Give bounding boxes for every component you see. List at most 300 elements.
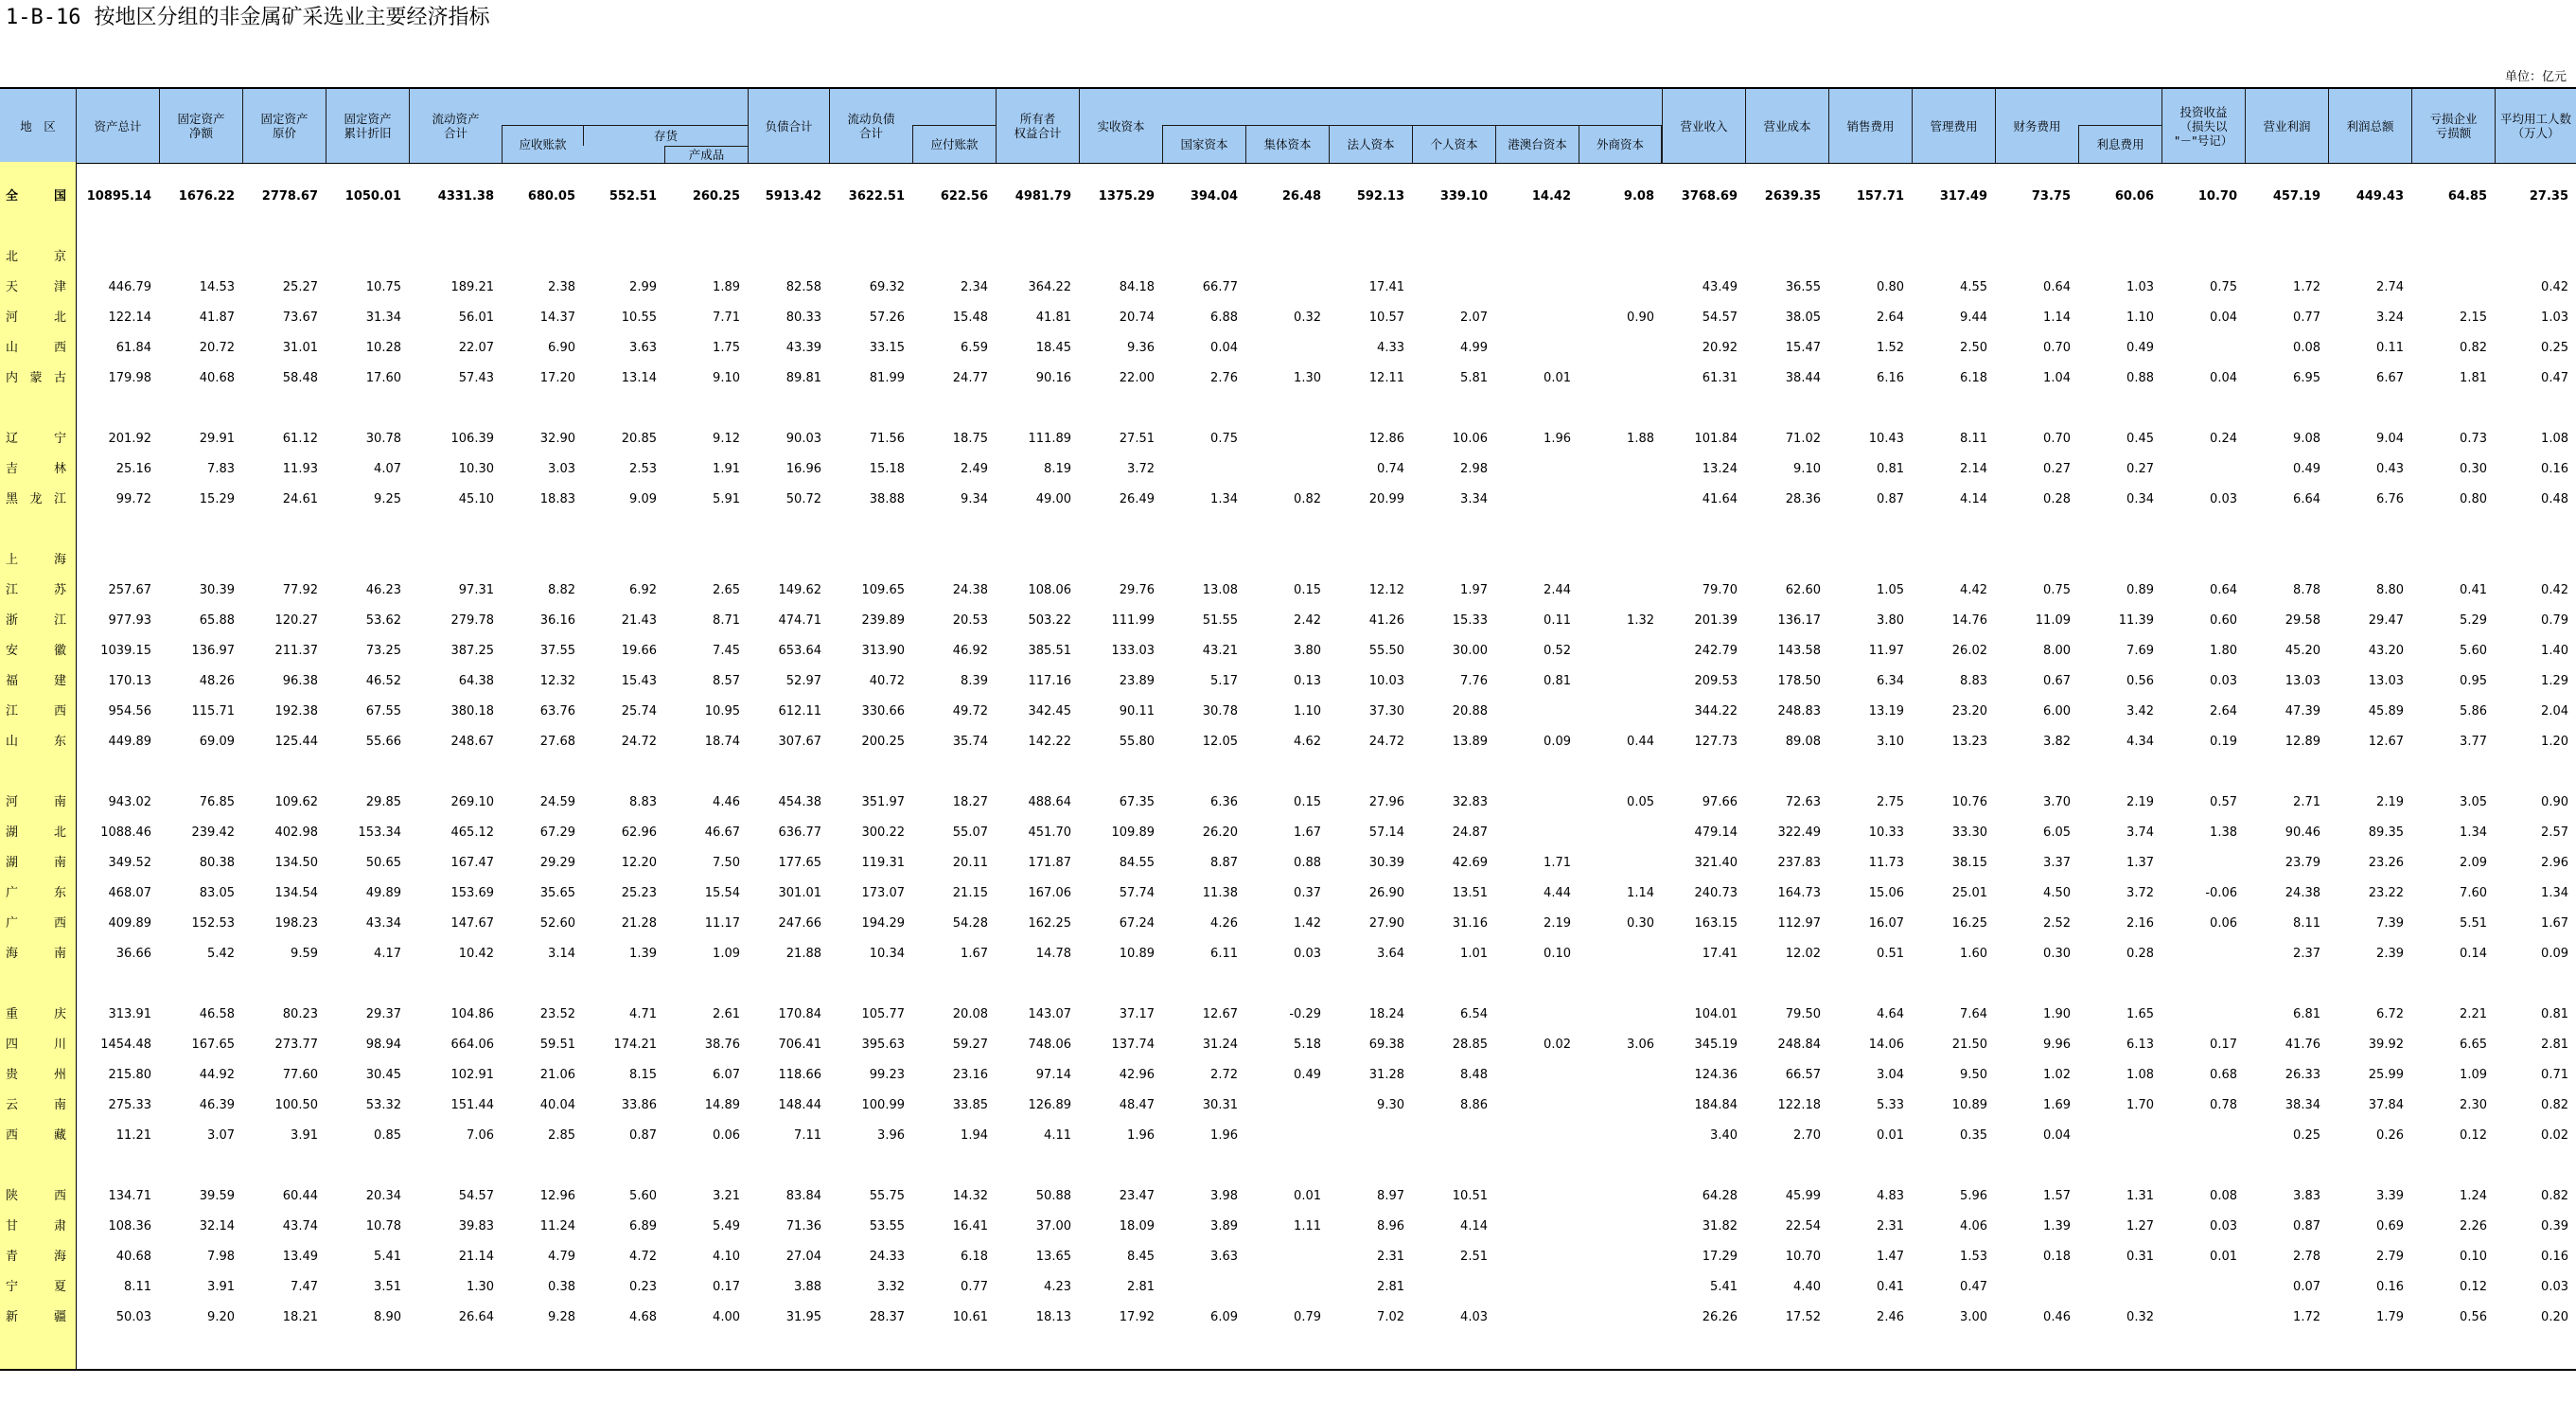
table-cell [1579,697,1654,727]
region-name: 广 西 [6,916,66,931]
region-name: 新 疆 [6,1310,66,1324]
table-cell: 14.06 [1868,1038,1904,1052]
table-cell: 0.04 [1210,341,1238,355]
table-cell [2328,242,2404,273]
table-cell: 10.78 [365,1219,401,1233]
table-cell: 61.84 [115,341,151,355]
header-current-assets: 流动资产 合计 [409,89,502,163]
table-cell: 0.01 [1877,1128,1904,1143]
table-cell: 0.20 [2541,1310,2568,1324]
table-cell: 0.03 [2210,1219,2237,1233]
table-cell: 9.04 [2376,432,2404,446]
table-cell: 35.74 [952,735,988,749]
table-cell: 3.06 [1627,1038,1654,1052]
table-cell: 26.48 [1281,189,1321,204]
table-cell: 5.96 [1960,1189,1987,1203]
table-cell: 13.03 [2285,674,2320,688]
table-cell: 136.17 [1777,613,1821,628]
table-cell: 18.45 [1035,341,1071,355]
table-cell: 301.01 [778,886,821,900]
region-name: 黑 龙 江 [6,492,66,506]
table-cell: 1.81 [2460,371,2487,385]
table-cell: 2.21 [2460,1007,2487,1021]
table-cell: 215.80 [108,1068,151,1082]
table-cell: 4.11 [1044,1128,1071,1143]
table-cell: 22.07 [458,341,494,355]
table-cell: 9.44 [1960,311,1987,325]
table-cell: 15.54 [704,886,740,900]
table-cell: 943.02 [108,795,151,809]
table-cell: 79.70 [1702,583,1738,597]
table-cell: 41.26 [1368,613,1404,628]
table-cell: 0.12 [2460,1128,2487,1143]
table-cell: 0.81 [2541,1007,2568,1021]
table-cell: 8.11 [1960,432,1987,446]
table-cell [1579,1212,1654,1242]
table-row [0,939,2576,969]
table-cell: 0.47 [1960,1280,1987,1294]
table-cell: 13.19 [1868,704,1904,719]
table-cell: 47.39 [2285,704,2320,719]
table-cell: 1676.22 [178,189,235,204]
table-cell: 321.40 [1694,856,1738,870]
table-cell [1245,1121,1321,1151]
table-cell: 0.64 [2210,583,2237,597]
table-cell: 9.10 [713,371,740,385]
table-cell: 46.23 [365,583,401,597]
table-cell: 30.31 [1202,1098,1238,1112]
table-cell: 36.55 [1785,280,1821,294]
table-cell: 134.71 [108,1189,151,1203]
table-cell: 14.89 [704,1098,740,1112]
table-cell: 14.53 [199,280,235,294]
table-cell: 8.96 [1377,1219,1404,1233]
table-cell [1495,273,1571,303]
table-cell: 0.26 [2376,1128,2404,1143]
region-name: 陕 西 [6,1189,66,1203]
table-cell [2161,1272,2237,1303]
table-cell: 18.74 [704,735,740,749]
table-cell: 31.95 [785,1310,821,1324]
table-cell: 105.77 [861,1007,905,1021]
table-cell: 4.62 [1294,735,1321,749]
table-cell: 20.72 [199,341,235,355]
table-cell [2161,1121,2237,1151]
table-cell: 257.67 [108,583,151,597]
table-cell: 9.09 [629,492,657,506]
table-cell: 247.66 [778,916,821,931]
table-cell: 15.47 [1785,341,1821,355]
table-cell: 1454.48 [100,1038,151,1052]
table-cell: 12.86 [1368,432,1404,446]
table-cell: 0.81 [1544,674,1571,688]
table-cell: 2.78 [2293,1250,2320,1264]
table-cell: 50.65 [365,856,401,870]
table-cell: 1.39 [629,947,657,961]
header-fixed-assets-net: 固定资产 净额 [159,89,242,163]
table-cell: 4.06 [1960,1219,1987,1233]
table-cell: 9.50 [1960,1068,1987,1082]
table-cell: 12.05 [1202,735,1238,749]
table-cell: 27.90 [1368,916,1404,931]
table-cell: 3.00 [1960,1310,1987,1324]
table-cell [2078,545,2154,576]
table-row [0,576,2576,606]
table-cell: 7.39 [2376,916,2404,931]
table-cell: 10.43 [1868,432,1904,446]
table-cell: 15.29 [199,492,235,506]
table-cell: 16.41 [952,1219,988,1233]
table-cell: 4.44 [1544,886,1571,900]
table-cell: 0.70 [2043,432,2071,446]
table-cell [1495,697,1571,727]
table-cell: 18.27 [952,795,988,809]
table-cell: 43.20 [2368,644,2404,658]
header-hmt-capital: 港澳台资本 [1495,125,1579,163]
table-cell: 1.65 [2126,1007,2154,1021]
table-cell: 6.18 [961,1250,988,1264]
table-cell: 13.24 [1702,462,1738,476]
table-cell: 50.88 [1035,1189,1071,1203]
table-cell: 4.72 [629,1250,657,1264]
table-cell: 40.72 [869,674,905,688]
table-cell: 1.75 [713,341,740,355]
table-cell [1579,1181,1654,1212]
table-cell: 0.74 [1377,462,1404,476]
table-cell: 1.70 [2126,1098,2154,1112]
table-cell: 21.88 [785,947,821,961]
table-cell: 179.98 [108,371,151,385]
table-cell: 1050.01 [344,189,401,204]
table-cell [1495,1242,1571,1272]
table-cell: 27.04 [785,1250,821,1264]
table-cell: 23.16 [952,1068,988,1082]
table-cell: 39.59 [199,1189,235,1203]
table-cell: 10.03 [1368,674,1404,688]
header-personal-capital: 个人资本 [1412,125,1495,163]
table-cell: 51.55 [1202,613,1238,628]
table-cell: 3.32 [877,1280,905,1294]
table-cell: 1.72 [2293,280,2320,294]
table-cell: 3.89 [1210,1219,1238,1233]
table-cell [2411,242,2487,273]
table-cell: 2.19 [2376,795,2404,809]
table-cell: 18.09 [1119,1219,1155,1233]
table-cell: 164.73 [1777,886,1821,900]
table-cell: 10.57 [1368,311,1404,325]
table-cell: 4.64 [1877,1007,1904,1021]
table-cell: 151.44 [450,1098,494,1112]
region-name: 宁 夏 [6,1280,66,1294]
table-cell: 20.85 [621,432,657,446]
table-cell: 0.03 [2210,674,2237,688]
table-cell: 4.68 [629,1310,657,1324]
table-cell: 39.83 [458,1219,494,1233]
table-cell: 2.81 [1377,1280,1404,1294]
table-cell [1579,1303,1654,1333]
table-cell: 1.69 [2043,1098,2071,1112]
table-cell: 1.34 [2541,886,2568,900]
table-cell: 4.07 [374,462,401,476]
table-cell: 322.49 [1777,825,1821,840]
table-cell [2245,545,2320,576]
table-cell: 11.39 [2118,613,2154,628]
table-cell: 2.75 [1877,795,1904,809]
table-cell: 0.16 [2376,1280,2404,1294]
table-cell: 0.81 [1877,462,1904,476]
table-cell: 2.34 [961,280,988,294]
table-cell: 29.37 [365,1007,401,1021]
table-cell [2078,242,2154,273]
table-cell [2328,545,2404,576]
table-cell: 200.25 [861,735,905,749]
table-cell [1495,485,1571,515]
table-cell: 1.57 [2043,1189,2071,1203]
table-cell: 2.76 [1210,371,1238,385]
table-cell: 45.99 [1785,1189,1821,1203]
table-row [0,1060,2576,1091]
table-cell [912,242,988,273]
table-cell: 167.65 [191,1038,235,1052]
table-cell: 33.86 [621,1098,657,1112]
table-cell: 0.38 [548,1280,575,1294]
table-cell: 15.48 [952,311,988,325]
table-cell: 748.06 [1028,1038,1071,1052]
table-cell: 4.26 [1210,916,1238,931]
header-state-capital: 国家资本 [1162,125,1245,163]
table-cell: 8.57 [713,674,740,688]
table-cell [1495,545,1571,576]
table-cell: 0.12 [2460,1280,2487,1294]
table-cell: 8.39 [961,674,988,688]
region-name: 北 京 [6,250,66,264]
table-cell: 20.99 [1368,492,1404,506]
table-cell: 0.60 [2210,613,2237,628]
table-cell [1495,242,1571,273]
table-cell: 2.96 [2541,856,2568,870]
table-cell: 19.66 [621,644,657,658]
table-cell: 157.71 [1856,189,1904,204]
table-cell: 8.71 [713,613,740,628]
table-cell [242,242,318,273]
table-cell: 25.16 [115,462,151,476]
table-cell: 17.60 [365,371,401,385]
table-cell: 5.42 [207,947,235,961]
table-cell: 36.16 [539,613,575,628]
table-cell: 2.37 [2293,947,2320,961]
table-cell: 31.01 [282,341,318,355]
header-paid-in-capital: 实收资本 [1079,89,1162,163]
table-cell [1245,1272,1321,1303]
table-cell [1579,636,1654,666]
table-cell: 237.83 [1777,856,1821,870]
table-cell: 3.40 [1710,1128,1738,1143]
table-cell: 109.62 [274,795,318,809]
table-cell: 16.25 [1951,916,1987,931]
table-cell [1495,454,1571,485]
table-cell: 313.91 [108,1007,151,1021]
table-cell: 4.34 [2126,735,2154,749]
table-cell [1495,788,1571,818]
table-cell: 0.42 [2541,583,2568,597]
table-cell [748,545,821,576]
table-cell: 260.25 [692,189,740,204]
table-cell: 2.31 [1377,1250,1404,1264]
header-total-liabilities: 负债合计 [748,89,829,163]
table-cell: 32.83 [1452,795,1488,809]
table-cell: 43.21 [1202,644,1238,658]
table-cell: 69.09 [199,735,235,749]
table-cell [1995,242,2071,273]
table-cell: 0.13 [1294,674,1321,688]
table-cell: 23.89 [1119,674,1155,688]
table-cell: 43.34 [365,916,401,931]
table-cell: 8.87 [1210,856,1238,870]
region-name: 江 苏 [6,583,66,597]
table-cell: 9.30 [1377,1098,1404,1112]
table-cell: 30.39 [199,583,235,597]
table-cell: 0.79 [2541,613,2568,628]
table-cell: 26.64 [458,1310,494,1324]
table-cell: 79.50 [1785,1007,1821,1021]
table-cell: 3.10 [1877,735,1904,749]
table-cell: 10.61 [952,1310,988,1324]
table-cell: 11.97 [1868,644,1904,658]
table-cell: 137.74 [1111,1038,1155,1052]
table-cell: 20.11 [952,856,988,870]
table-cell: 56.01 [458,311,494,325]
table-cell: 653.64 [778,644,821,658]
header-fixed-assets-depreciation: 固定资产 累计折旧 [326,89,409,163]
table-cell: 3.82 [2043,735,2071,749]
table-cell: 5.60 [629,1189,657,1203]
table-cell: 12.67 [2368,735,2404,749]
table-cell: 5.41 [1710,1280,1738,1294]
table-cell: 108.06 [1028,583,1071,597]
table-cell: 0.85 [374,1128,401,1143]
table-cell: 1.97 [1460,583,1488,597]
table-cell: 0.39 [2541,1219,2568,1233]
table-row [0,606,2576,636]
table-cell: 12.02 [1785,947,1821,961]
table-cell [1079,545,1155,576]
region-name: 内 蒙 古 [6,371,66,385]
header-owner-equity: 所有者 权益合计 [996,89,1079,163]
table-cell: 41.87 [199,311,235,325]
table-cell: 3.74 [2126,825,2154,840]
table-cell: 0.09 [2541,947,2568,961]
table-cell: 35.65 [539,886,575,900]
table-cell: 2.85 [548,1128,575,1143]
table-cell [1579,273,1654,303]
table-cell [2161,1303,2237,1333]
table-cell: 0.46 [2043,1310,2071,1324]
table-cell: 0.27 [2126,462,2154,476]
table-cell: 124.36 [1694,1068,1738,1082]
table-cell: 52.97 [785,674,821,688]
table-cell: 76.85 [199,795,235,809]
table-cell: 143.58 [1777,644,1821,658]
table-cell: 8.45 [1127,1250,1155,1264]
table-cell: 3.14 [548,947,575,961]
table-cell: 275.33 [108,1098,151,1112]
table-cell: 10.75 [365,280,401,294]
table-cell: 21.28 [621,916,657,931]
table-cell: 349.52 [108,856,151,870]
table-cell: 44.92 [199,1068,235,1082]
table-cell: 0.19 [2210,735,2237,749]
table-cell: 21.14 [458,1250,494,1264]
table-cell: 40.04 [539,1098,575,1112]
table-cell: 2.39 [2376,947,2404,961]
table-cell: 2.09 [2460,856,2487,870]
table-cell: 446.79 [108,280,151,294]
table-cell: 194.29 [861,916,905,931]
table-cell: 1.96 [1544,432,1571,446]
region-name: 海 南 [6,947,66,961]
table-cell [326,545,401,576]
table-cell: 664.06 [450,1038,494,1052]
table-cell [2161,545,2237,576]
table-cell [1579,1121,1654,1151]
table-cell [1662,242,1738,273]
page-title [6,4,490,32]
table-cell: 54.57 [1702,311,1738,325]
table-cell: 25.27 [282,280,318,294]
table-cell: 10.70 [1785,1250,1821,1264]
table-cell: 4.42 [1960,583,1987,597]
table-cell [76,545,151,576]
table-cell: 153.69 [450,886,494,900]
table-cell: 41.81 [1035,311,1071,325]
table-cell: 18.83 [539,492,575,506]
table-cell: 248.67 [450,735,494,749]
table-cell: 0.15 [1294,795,1321,809]
table-cell: 112.97 [1777,916,1821,931]
table-header [0,87,2576,164]
table-cell: 0.10 [1544,947,1571,961]
table-cell: 0.30 [2043,947,2071,961]
table-cell: 2.53 [629,462,657,476]
table-code: 1-B-16 [6,6,81,29]
header-payables: 应付账款 [912,125,996,163]
table-cell: 7.69 [2126,644,2154,658]
table-cell: 2.61 [713,1007,740,1021]
table-cell: 342.45 [1028,704,1071,719]
table-cell: 7.06 [467,1128,494,1143]
table-cell: 67.24 [1119,916,1155,931]
table-cell: 344.22 [1694,704,1738,719]
table-cell: 7.98 [207,1250,235,1264]
table-cell: 31.28 [1368,1068,1404,1082]
table-cell [1412,242,1488,273]
table-cell [1579,1242,1654,1272]
table-cell: 39.92 [2368,1038,2404,1052]
table-cell: 84.55 [1119,856,1155,870]
table-cell: 5.49 [713,1219,740,1233]
table-cell: 592.13 [1356,189,1404,204]
table-cell [1579,242,1654,273]
table-cell: 0.82 [2541,1189,2568,1203]
table-cell: 10.55 [621,311,657,325]
table-cell: 4331.38 [437,189,494,204]
table-cell: 10.06 [1452,432,1488,446]
table-cell: 1.39 [2043,1219,2071,1233]
table-cell: 1.30 [467,1280,494,1294]
table-cell: 1.80 [2210,644,2237,658]
table-cell: 119.31 [861,856,905,870]
table-cell: 552.51 [609,189,657,204]
